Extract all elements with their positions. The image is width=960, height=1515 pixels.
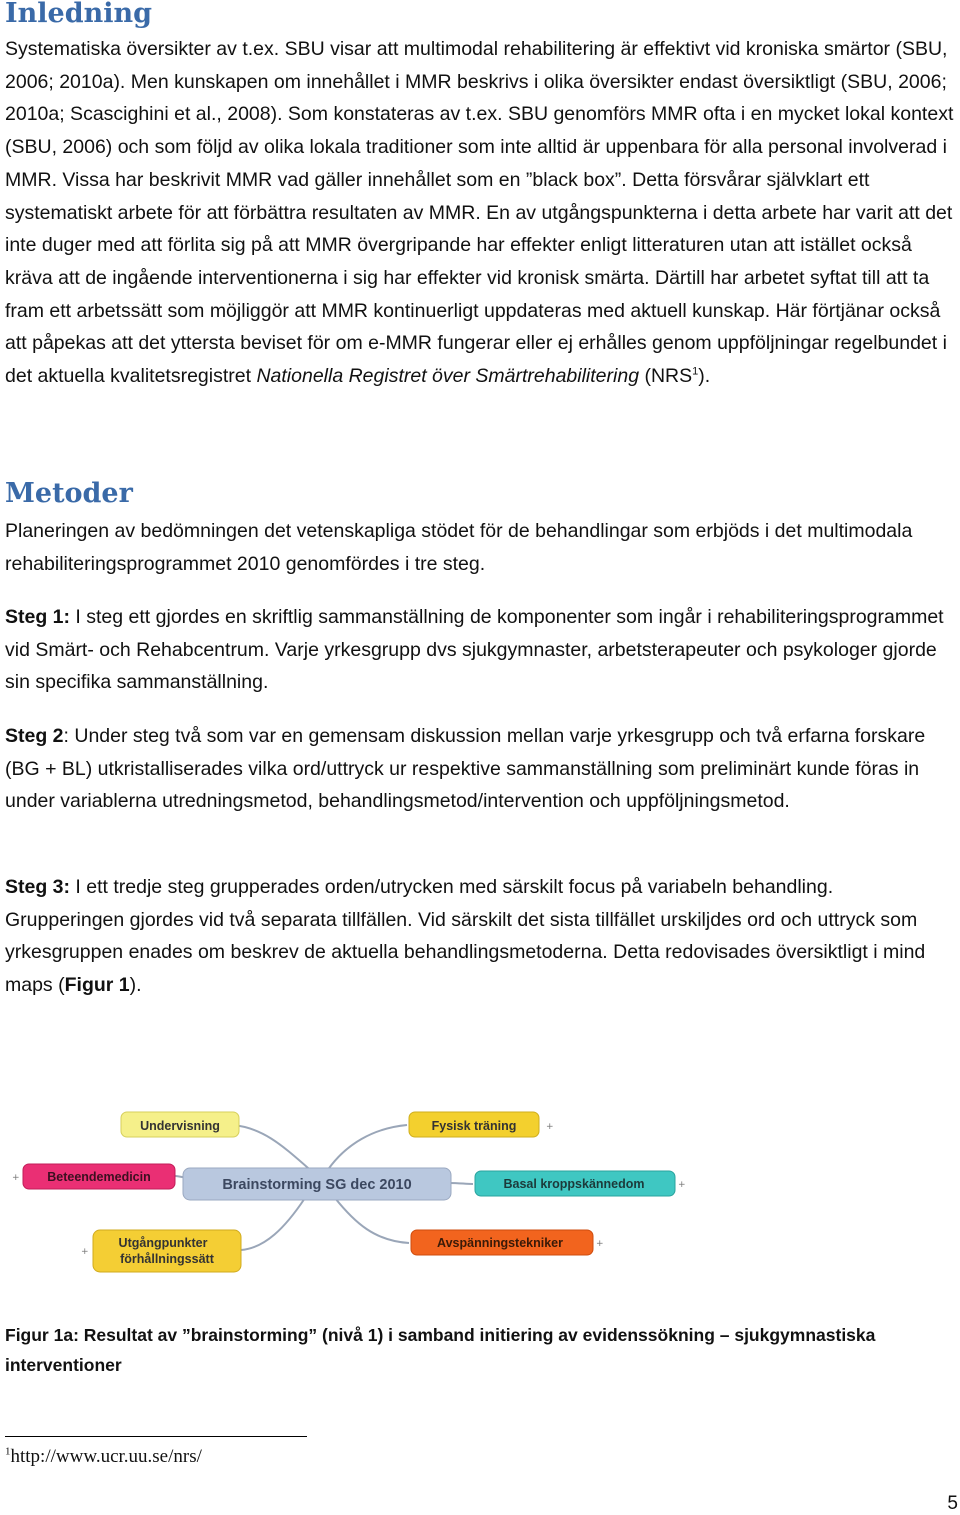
intro-registry-name: Nationella Registret över Smärtrehabilitering <box>256 365 640 388</box>
expand-icon: + <box>596 1239 604 1249</box>
step2-paragraph <box>5 720 957 818</box>
expand-icon: + <box>12 1173 20 1183</box>
mindmap-node-utgang-label-1: Utgångpunkter <box>118 1236 208 1250</box>
connector-avspanning <box>335 1198 409 1243</box>
mindmap-node-undervisning-label: Undervisning <box>140 1119 220 1133</box>
footnote-marker: 1 <box>5 1445 11 1458</box>
footnote <box>5 1446 202 1468</box>
step1-label: Steg 1: <box>5 606 71 628</box>
step3-label: Steg 3: <box>5 876 71 898</box>
mindmap-node-basal-label: Basal kroppskännedom <box>503 1177 645 1191</box>
mindmap-node-fysisk-label: Fysisk träning <box>431 1119 517 1133</box>
step1-text: I steg ett gjordes en skriftlig sammanställning de komponenter som ingår i rehabiliteringsprogrammet vid Smärt- och Rehabcentrum. Varje yrkesgrupp dvs sjukgymnaster, arbetsterapeuter och psykologer gjorde sin specifika sammanställning. <box>5 606 944 694</box>
intro-paragraph <box>5 33 957 393</box>
step2-text: : Under steg två som var en gemensam diskussion mellan varje yrkesgrupp och två erfarna forskare (BG + BL) utkristalliserades vilka ord/uttryck ur respektive sammanställning som preliminärt kunde föras in under variablerna utredningsmetod, behandlingsmetod/intervention och uppföljningsmetod. <box>5 725 926 813</box>
figure-caption: Figur 1a: Resultat av ”brainstorming” (nivå 1) i samband initiering av evidenssökning – sjukgymnastiska interventioner <box>5 1325 876 1375</box>
footnote-url[interactable]: http://www.ucr.uu.se/nrs/ <box>10 1446 202 1467</box>
expand-icon: + <box>678 1180 686 1190</box>
connector-utgang <box>241 1198 305 1250</box>
step3-text-end: ). <box>129 974 142 997</box>
intro-text-tail: (NRS <box>639 365 693 388</box>
footnote-ref: 1 <box>692 365 699 378</box>
connector-basal <box>449 1183 473 1184</box>
step3-text: I ett tredje steg grupperades orden/utrycken med särskilt focus på variabeln behandling. Grupperingen gjordes vid två separata tillfällen. Vid särskilt det sista tillfället urskiljdes ord och uttryck som yrkesgruppen enades om beskrev de aktuella behandlingsmetoderna. Detta redovisades översiktligt i mind maps ( <box>5 876 926 997</box>
footnote-divider <box>5 1436 307 1437</box>
methods-intro-paragraph: Planeringen av bedömningen det vetenskapliga stödet för de behandlingar som erbjöds i det multimodala rehabiliteringsprogrammet 2010 genomfördes i tre steg. <box>5 520 913 575</box>
connector-fysisk <box>325 1125 407 1174</box>
heading-inledning: Inledning <box>5 0 152 29</box>
mindmap-node-beteende-label: Beteendemedicin <box>47 1170 151 1184</box>
intro-text: Systematiska översikter av t.ex. SBU visar att multimodal rehabilitering är effektivt vid kroniska smärtor (SBU, 2006; 2010a). Men kunskapen om innehållet i MMR beskrivs i olika översikter endast översiktligt (SBU, 2006; 2010a; Scascighini et al., 2008). Som konstateras av t.ex. SBU genomförs MMR ofta i en mycket lokal kontext (SBU, 2006) och som följd av olika lokala traditioner som inte alltid är uppenbara för alla personal involverad i MMR. Vissa har beskrivit MMR vad gäller innehållet som en ”black box”. Detta försvårar självklart ett systematiskt arbete för att förbättra resultaten av MMR. En av utgångspunkterna i detta arbete har varit att det inte duger med att förlita sig på att MMR övergripande har effekter enligt litteraturen utan att istället också kräva att de ingående interventionerna i sig har effekter vid kronisk smärta. Därtill har arbetet syftat till att ta fram ett arbetssätt som möjliggör att MMR kontinuerligt uppdateras med aktuell kunskap. Här förtjänar också att påpekas att det yttersta beviset för om e-MMR fungerar eller ej erhålles genom uppföljningar regelbundet i det aktuella kvalitetsregistret <box>5 38 954 388</box>
page-number: 5 <box>947 1493 958 1514</box>
expand-icon: + <box>81 1247 89 1257</box>
mindmap-center-label: Brainstorming SG dec 2010 <box>222 1177 412 1193</box>
figure-reference: Figur 1 <box>64 974 130 997</box>
connector-undervisning <box>233 1125 315 1174</box>
heading-metoder: Metoder <box>5 478 133 509</box>
intro-text-end: ). <box>698 365 711 388</box>
mindmap-node-utgang-label-2: förhållningssätt <box>120 1252 214 1266</box>
step1-paragraph <box>5 601 957 699</box>
mindmap-figure <box>5 1098 705 1288</box>
step3-paragraph <box>5 871 957 1002</box>
mindmap-node-avspanning-label: Avspänningstekniker <box>437 1236 563 1250</box>
expand-icon: + <box>546 1122 554 1132</box>
step2-label: Steg 2 <box>5 725 64 747</box>
